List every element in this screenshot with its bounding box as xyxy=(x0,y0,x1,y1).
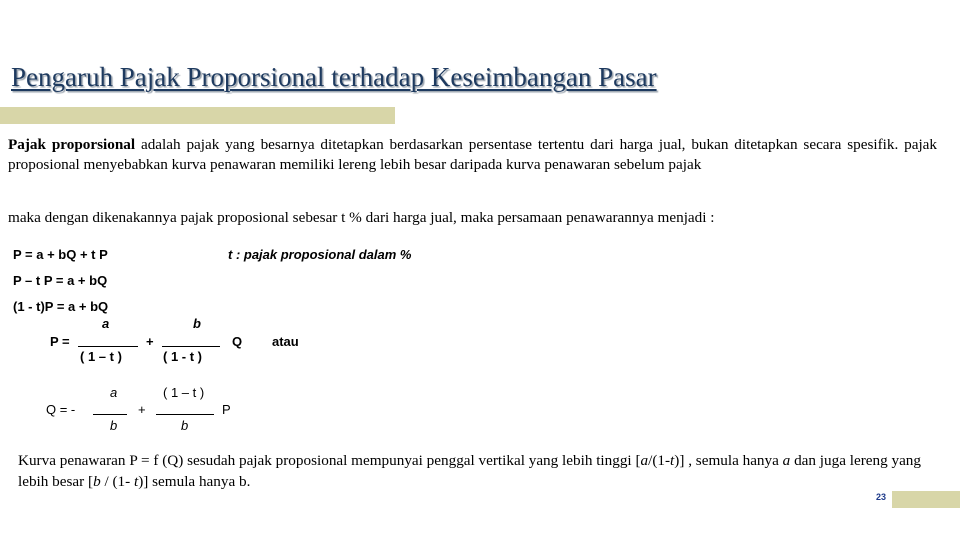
equation-4-lhs: P = xyxy=(50,334,70,349)
intro-equation-paragraph: maka dengan dikenakannya pajak proposional sebesar t % dari harga jual, maka persamaan penawarannya menjadi : xyxy=(8,209,715,226)
equation-4-num2: b xyxy=(193,316,201,331)
definition-paragraph xyxy=(8,135,937,175)
equation-2: P – t P = a + bQ xyxy=(13,273,108,288)
equation-4-num1: a xyxy=(102,316,110,331)
page-number: 23 xyxy=(876,492,887,502)
equation-4-fraction-line-2 xyxy=(162,346,220,347)
equation-5-num1: a xyxy=(110,385,118,400)
title-accent-bar xyxy=(0,107,395,124)
conclusion-text-1: Kurva penawaran P = f (Q) sesudah pajak proposional mempunyai penggal vertikal yang lebih tinggi [ xyxy=(18,452,641,469)
equation-4-plus: + xyxy=(146,334,154,349)
equation-5-variable: P xyxy=(222,402,231,417)
conclusion-text-6: )] semula hanya b. xyxy=(138,473,251,490)
conclusion-italic-a: a xyxy=(640,452,649,469)
equation-3: (1 - t)P = a + bQ xyxy=(13,299,109,314)
equation-note-text: t : pajak proposional dalam % xyxy=(228,247,412,262)
conclusion-text-3: )] , semula hanya xyxy=(674,452,783,469)
equation-4-fraction-line-1 xyxy=(78,346,138,347)
equation-4-atau: atau xyxy=(272,334,299,349)
conclusion-italic-t2: t xyxy=(133,473,139,490)
equation-4-den2: ( 1 - t ) xyxy=(163,349,202,364)
conclusion-italic-b: b xyxy=(93,473,101,490)
equation-5-plus: + xyxy=(138,402,146,417)
equation-4-variable: Q xyxy=(232,334,243,349)
equation-1: P = a + bQ + t P xyxy=(13,247,108,262)
equation-5-lhs: Q = - xyxy=(46,402,76,417)
definition-text: adalah pajak yang besarnya ditetapkan berdasarkan persentase tertentu dari harga jual, bukan ditetapkan secara spesifik. pajak proposional menyebabkan kurva penawaran memiliki lereng lebih besar daripada kurva penawaran sebelum pajak xyxy=(8,136,937,173)
definition-term: Pajak proporsional xyxy=(8,136,136,153)
conclusion-italic-t: t xyxy=(670,452,675,469)
equation-5-num2: ( 1 – t ) xyxy=(163,385,205,400)
conclusion-text-5: / (1- xyxy=(100,473,134,490)
equation-5-fraction-line-1 xyxy=(93,414,127,415)
equation-5-den2: b xyxy=(181,418,189,433)
conclusion-italic-a2: a xyxy=(782,452,791,469)
conclusion-text-2: /(1- xyxy=(648,452,671,469)
conclusion-text-4: dan juga lereng yang lebih besar [ xyxy=(18,452,921,490)
equation-5-fraction-line-2 xyxy=(156,414,214,415)
corner-accent-bar xyxy=(892,491,960,508)
equation-4-den1: ( 1 – t ) xyxy=(80,349,122,364)
equation-5-den1: b xyxy=(110,418,118,433)
slide-title: Pengaruh Pajak Proporsional terhadap Keseimbangan Pasar xyxy=(11,62,657,92)
equation-note xyxy=(228,247,411,262)
conclusion-paragraph xyxy=(18,450,938,492)
